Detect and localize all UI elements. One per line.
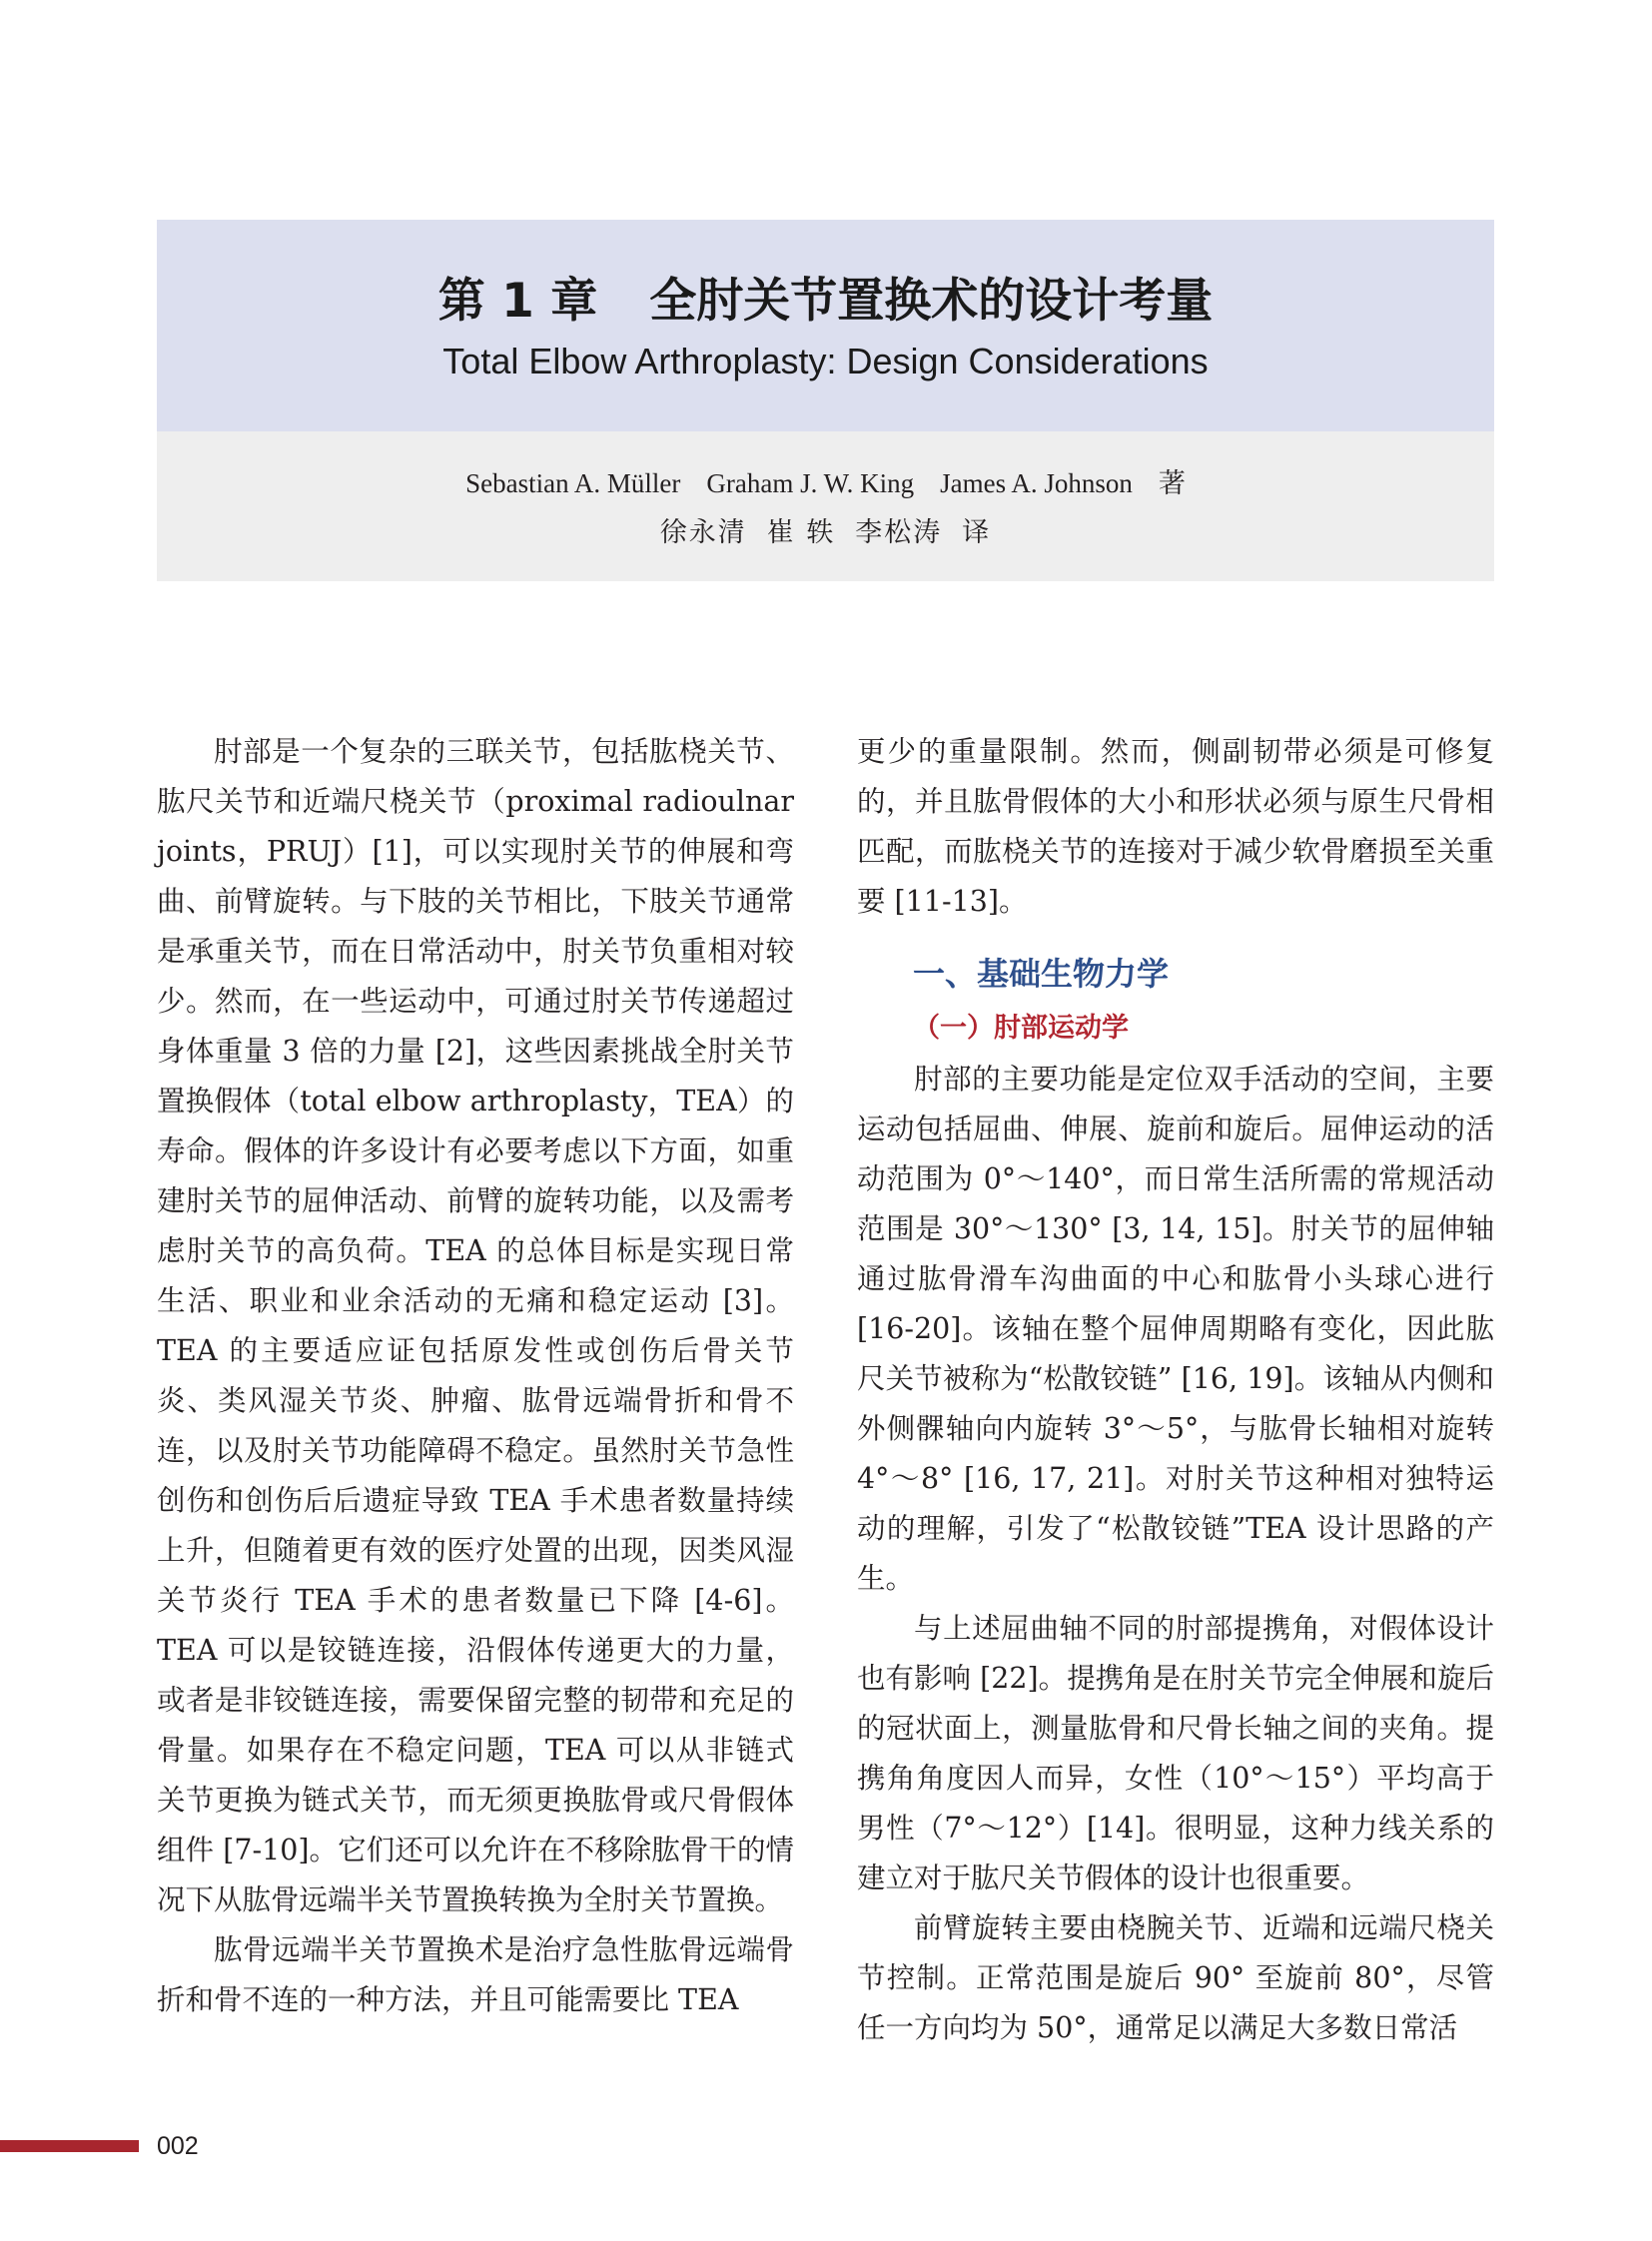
body-paragraph: 肘部的主要功能是定位双手活动的空间，主要运动包括屈曲、伸展、旋前和旋后。屈伸运动的活动范围为 0°～140°，而日常生活所需的常规活动范围是 30°～130° [3, 14, 15]。肘关节的屈伸轴通过肱骨滑车沟曲面的中心和肱骨小头球心进行 [16-20]。该轴在整个屈伸周期略有变化，因此肱尺关节被称为“松散铰链” [16, 19]。该轴从内侧和外侧髁轴向内旋转 3°～5°，与肱骨长轴相对旋转 4°～8° [16, 17, 21]。对肘关节这种相对独特运动的理解，引发了“松散铰链”TEA 设计思路的产生。 (857, 1063, 1494, 1595)
body-paragraph: 肱骨远端半关节置换术是治疗急性肱骨远端骨折和骨不连的一种方法，并且可能需要比 TEA (157, 1933, 794, 2016)
chapter-header (157, 220, 1494, 581)
translator-role: 译 (962, 517, 992, 548)
body-paragraph: 肘部是一个复杂的三联关节，包括肱桡关节、肱尺关节和近端尺桡关节（proximal radioulnar joints，PRUJ）[1]，可以实现肘关节的伸展和弯曲、前臂旋转。与下肢的关节相比，下肢关节通常是承重关节，而在日常活动中，肘关节负重相对较少。然而，在一些运动中，可通过肘关节传递超过身体重量 3 倍的力量 [2]，这些因素挑战全肘关节置换假体（total elbow arthroplasty，TEA）的寿命。假体的许多设计有必要考虑以下方面，如重建肘关节的屈伸活动、前臂的旋转功能，以及需考虑肘关节的高负荷。TEA 的总体目标是实现日常生活、职业和业余活动的无痛和稳定运动 [3]。TEA 的主要适应证包括原发性或创伤后骨关节炎、类风湿关节炎、肿瘤、肱骨远端骨折和骨不连，以及肘关节功能障碍不稳定。虽然肘关节急性创伤和创伤后后遗症导致 TEA 手术患者数量持续上升，但随着更有效的医疗处置的出现，因类风湿关节炎行 TEA 手术的患者数量已下降 [4-6]。TEA 可以是铰链连接，沿假体传递更大的力量，或者是非铰链连接，需要保留完整的韧带和充足的骨量。如果存在不稳定问题，TEA 可以从非链式关节更换为链式关节，而无须更换肱骨或尺骨假体组件 [7-10]。它们还可以允许在不移除肱骨干的情况下从肱骨远端半关节置换转换为全肘关节置换。 (157, 735, 794, 1916)
page-accent-bar (0, 2140, 139, 2152)
right-column (857, 727, 1494, 2053)
translator-name: 崔 轶 (766, 517, 836, 548)
author-name: Graham J. W. King (706, 468, 915, 498)
author-name: James A. Johnson (940, 468, 1133, 498)
credits-band (157, 431, 1494, 581)
translator-line (157, 515, 1494, 551)
body-paragraph: 前臂旋转主要由桡腕关节、近端和远端尺桡关节控制。正常范围是旋后 90° 至旋前 80°，尽管任一方向均为 50°，通常足以满足大多数日常活 (857, 1911, 1494, 2044)
author-line (157, 465, 1494, 501)
author-name: Sebastian A. Müller (465, 468, 681, 498)
section-heading: 一、基础生物力学 (913, 955, 1170, 993)
chapter-title (157, 272, 1494, 332)
body-paragraph: 与上述屈曲轴不同的肘部提携角，对假体设计也有影响 [22]。提携角是在肘关节完全伸展和旋后的冠状面上，测量肱骨和尺骨长轴之间的夹角。提携角角度因人而异，女性（10°～15°）平均高于男性（7°～12°）[14]。很明显，这种力线关系的建立对于肱尺关节假体的设计也很重要。 (857, 1612, 1494, 1894)
translator-name: 徐永清 (659, 517, 747, 548)
left-column (157, 727, 794, 2025)
subsection-heading: （一）肘部运动学 (913, 1013, 1129, 1044)
chapter-title-text: 全肘关节置换术的设计考量 (649, 274, 1214, 329)
translator-name: 李松涛 (855, 517, 943, 548)
title-band (157, 220, 1494, 431)
english-title: Total Elbow Arthroplasty: Design Considerations (442, 341, 1209, 381)
author-role: 著 (1158, 468, 1186, 498)
body-paragraph-continued: 更少的重量限制。然而，侧副韧带必须是可修复的，并且肱骨假体的大小和形状必须与原生尺骨相匹配，而肱桡关节的连接对于减少软骨磨损至关重要 [11-13]。 (857, 735, 1494, 918)
chapter-label: 第 1 章 (437, 274, 598, 329)
page-number: 002 (157, 2132, 199, 2160)
